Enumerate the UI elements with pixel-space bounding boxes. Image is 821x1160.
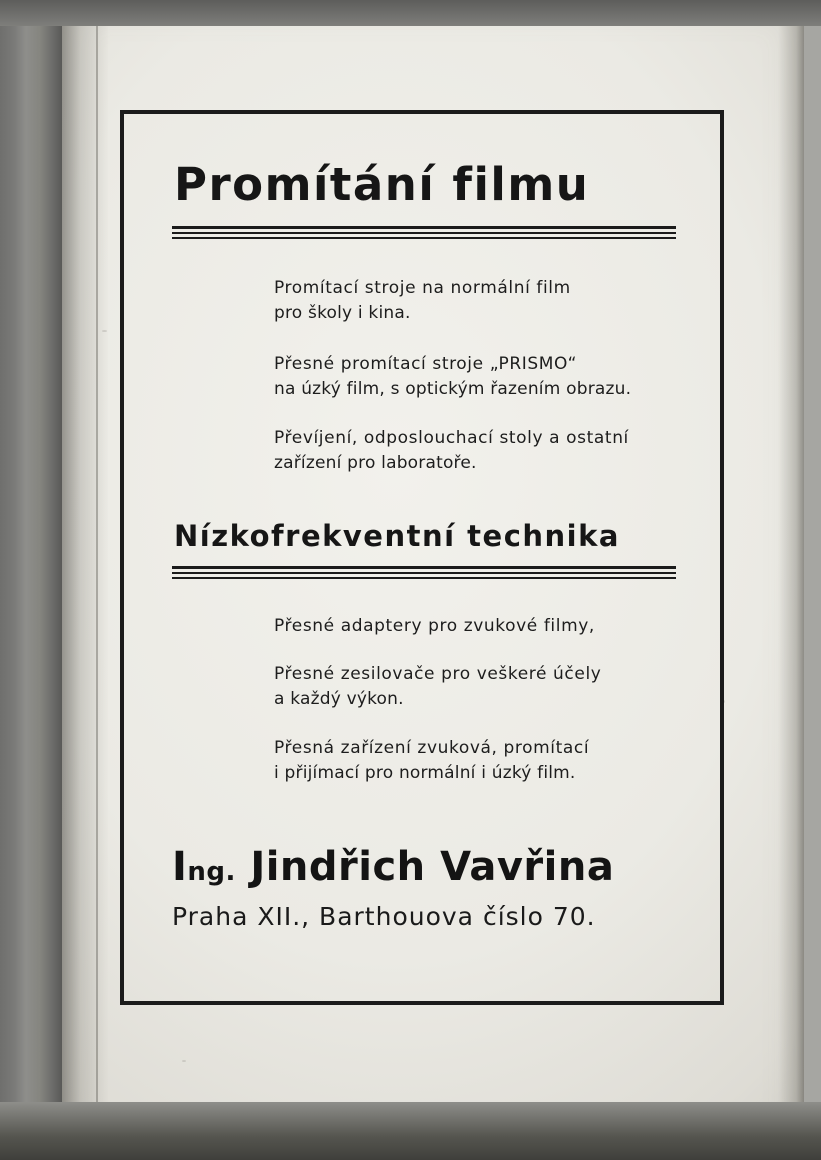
paragraph-line: i přijímací pro normální i úzký film. [274, 762, 576, 783]
company-signature [172, 844, 692, 931]
section-heading-low-frequency: Nízkofrekventní technika [174, 519, 620, 553]
paper-blemish [182, 1060, 186, 1062]
book-gutter-line [96, 0, 98, 1160]
section-heading-projection: Promítání filmu [174, 158, 590, 211]
company-name: Jindřich Vavřina [250, 844, 615, 890]
heading-rule [172, 226, 676, 229]
heading-rule [172, 232, 676, 234]
paragraph-lowfreq-3 [274, 736, 694, 785]
paper-blemish [102, 330, 107, 332]
paragraph-line: zařízení pro laboratoře. [274, 452, 477, 473]
heading-rule [172, 566, 676, 569]
advertisement-frame [120, 110, 724, 1005]
title-prefix: I [172, 844, 188, 890]
heading-rule [172, 237, 676, 239]
paragraph-line: Přesné zesilovače pro veškeré účely [274, 664, 602, 684]
paragraph-line: Přesná zařízení zvuková, promítací [274, 738, 590, 758]
book-gutter-shadow [62, 0, 108, 1160]
paragraph-line: Přesné promítací stroje „PRISMO“ [274, 354, 578, 374]
paper-sheet [62, 0, 804, 1160]
heading-rule-group-2 [172, 566, 676, 582]
paragraph-line: a každý výkon. [274, 688, 404, 709]
company-address: Praha XII., Barthouova číslo 70. [172, 902, 596, 931]
scan-top-band [0, 0, 821, 26]
heading-rule [172, 577, 676, 579]
paragraph-lowfreq-1 [274, 614, 694, 639]
paragraph-line: Převíjení, odposlouchací stoly a ostatní [274, 428, 629, 448]
company-name-line [172, 844, 692, 890]
page-right-edge-shadow [778, 0, 804, 1160]
paragraph-projection-3 [274, 426, 694, 475]
title-suffix: ng. [187, 857, 236, 887]
paragraph-line: Promítací stroje na normální film [274, 278, 571, 298]
paragraph-line: na úzký film, s optickým řazením obrazu. [274, 378, 632, 399]
paragraph-lowfreq-2 [274, 662, 694, 711]
paragraph-line: pro školy i kina. [274, 302, 411, 323]
scan-bottom-band [0, 1102, 821, 1160]
paragraph-projection-2 [274, 352, 694, 401]
heading-rule-group-1 [172, 226, 676, 242]
advertisement-content [124, 114, 720, 1001]
paragraph-projection-1 [274, 276, 694, 325]
paragraph-line: Přesné adaptery pro zvukové filmy, [274, 616, 595, 636]
heading-rule [172, 572, 676, 574]
